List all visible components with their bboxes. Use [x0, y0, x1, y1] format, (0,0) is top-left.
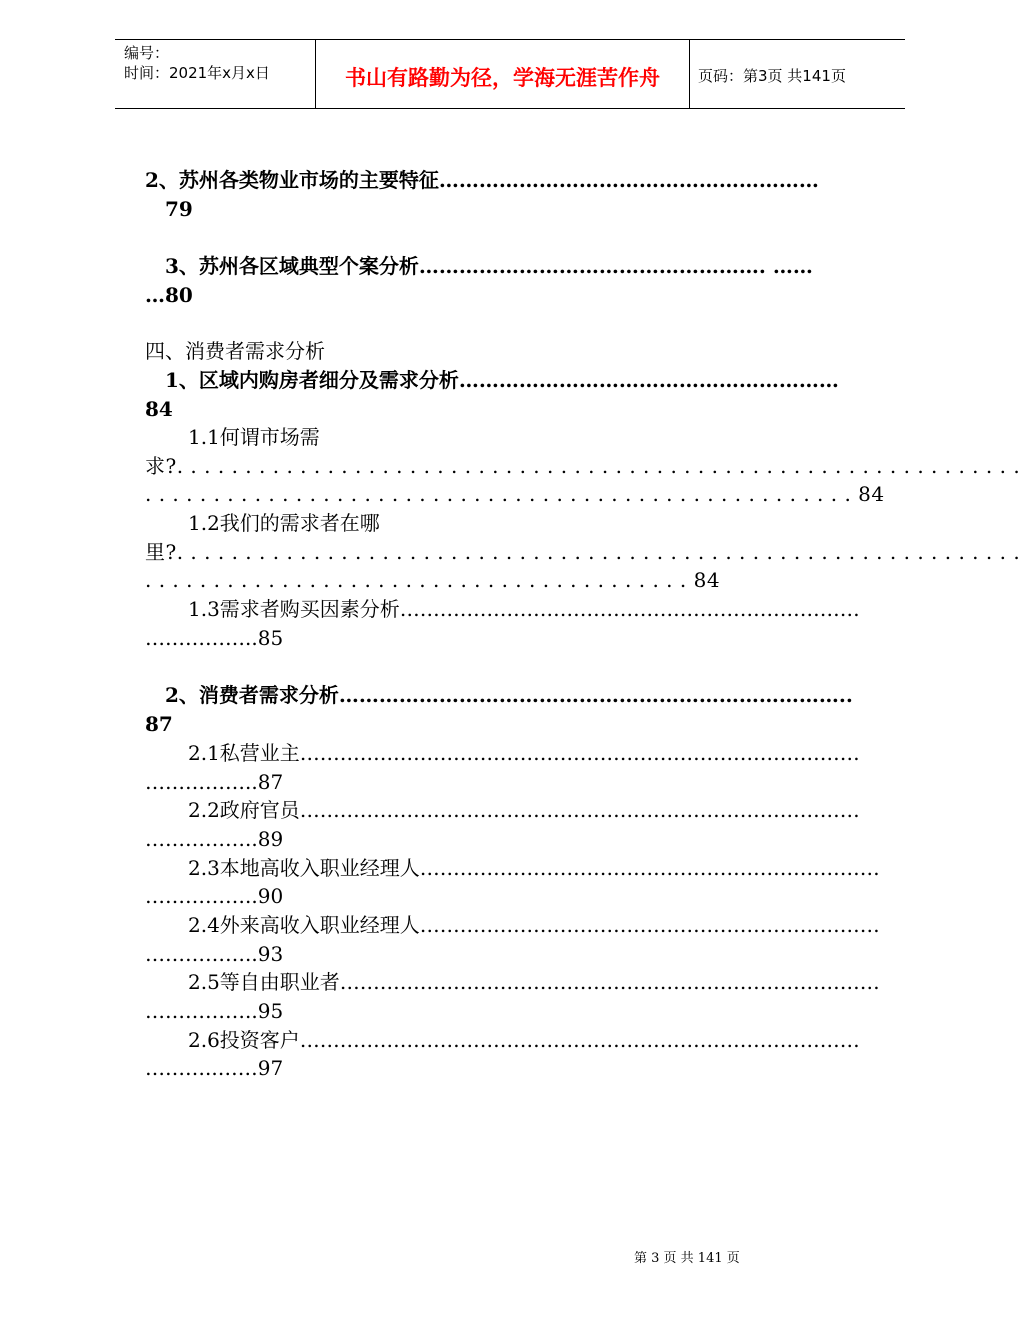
header-motto: 书山有路勤为径，学海无涯苦作舟 [345, 66, 660, 90]
toc-entry-2-page: 79 [165, 197, 193, 221]
toc-entry-3-cases: 3、苏州各区域典型个案分析……………………………………………. …… [165, 254, 813, 278]
toc-entry-1-2-leader: 里?. . . . . . . . . . . . . . . . . . . . . . . . . . . . . . . . . . . . . . . . . . . . . . . . . . . . . . . . . . . . . . [145, 540, 1020, 564]
toc-entry-2-demand-page: 87 [145, 712, 173, 736]
toc-entry-2-2: 2.2政府官员………………………………………………………………………… [188, 798, 860, 822]
header-page-cell [690, 40, 905, 108]
header-info-cell [115, 40, 316, 108]
page-footer: 第 3 页 共 141 页 [634, 1251, 740, 1266]
toc-entry-1-3: 1.3需求者购买因素分析…………………………………………………………… [188, 597, 860, 621]
toc-entry-2-demand: 2、消费者需求分析………………………………………………………………….. [165, 683, 853, 707]
toc-section-4-title: 四、消费者需求分析 [145, 339, 325, 363]
toc-entry-2-5-page: ……………..95 [145, 999, 284, 1023]
toc-entry-2-2-page: ……………..89 [145, 827, 284, 851]
page-header [115, 39, 905, 109]
toc-entry-2-1: 2.1私营业主………………………………………………………………………… [188, 741, 860, 765]
time-label: 时间：2021年x月x日 [124, 64, 270, 82]
toc-entry-1-segments: 1、区域内购房者细分及需求分析………………………………………………… [165, 368, 839, 392]
header-motto-cell [316, 40, 690, 108]
toc-entry-2-1-page: ……………..87 [145, 770, 284, 794]
toc-entry-1-2-title: 1.2我们的需求者在哪 [188, 511, 380, 535]
serial-label: 编号： [124, 44, 170, 62]
header-page-info: 页码：第3页 共141页 [698, 67, 846, 85]
toc-entry-1-3-page: ……………..85 [145, 626, 284, 650]
toc-entry-1-1-title: 1.1何谓市场需 [188, 425, 320, 449]
toc-entry-2-4-page: ……………..93 [145, 942, 284, 966]
toc-entry-2-5: 2.5等自由职业者……………………………………………………………………… [188, 970, 880, 994]
toc-entry-1-page: 84 [145, 397, 173, 421]
toc-entry-2-6: 2.6投资客户………………………………………………………………………… [188, 1028, 860, 1052]
toc-entry-1-2-page: . . . . . . . . . . . . . . . . . . . . . . . . . . . . . . . . . . . . . . . . 84 [145, 568, 721, 592]
toc-entry-3-page: …80 [145, 283, 193, 307]
toc-entry-2-3: 2.3本地高收入职业经理人…………………………………………………………… [188, 856, 880, 880]
toc-entry-2-features: 2、苏州各类物业市场的主要特征………………………………………………… [145, 168, 819, 192]
toc-entry-1-1-page: . . . . . . . . . . . . . . . . . . . . . . . . . . . . . . . . . . . . . . . . . . . . . . . . . . . . 84 [145, 482, 885, 506]
toc-entry-2-6-page: ………..……97 [145, 1056, 284, 1080]
toc-entry-2-3-page: ……………..90 [145, 884, 284, 908]
toc-entry-2-4: 2.4外来高收入职业经理人…………………………………………………………… [188, 913, 880, 937]
toc-entry-1-1-leader: 求?. . . . . . . . . . . . . . . . . . . . . . . . . . . . . . . . . . . . . . . . . . . . . . . . . . . . . . . . . . . . . . [145, 454, 1020, 478]
